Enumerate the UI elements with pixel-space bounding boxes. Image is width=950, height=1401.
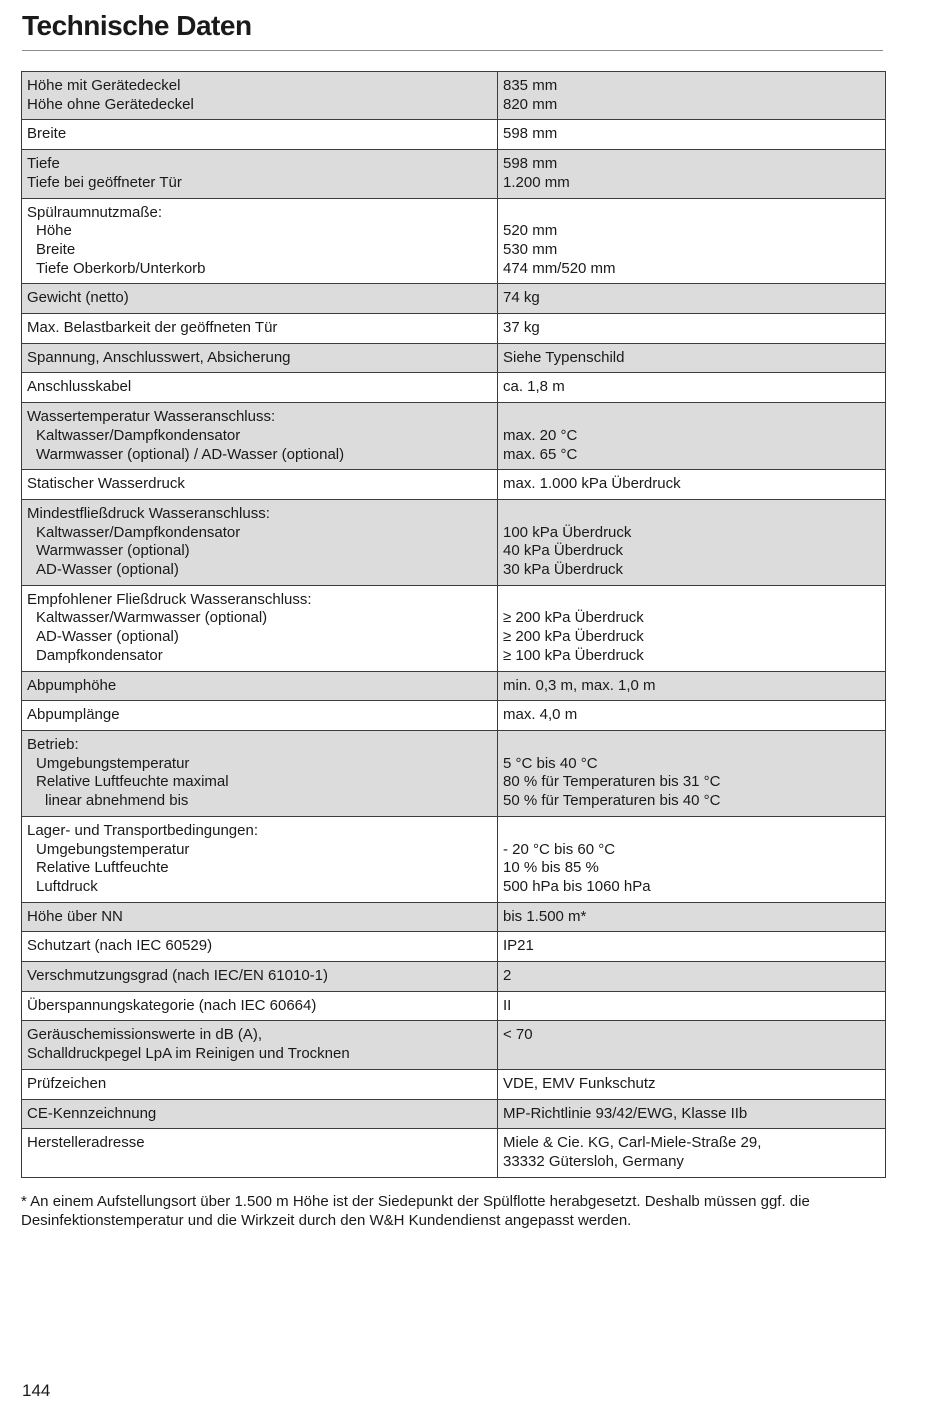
spec-label: Kaltwasser/Dampfkondensator [36, 523, 241, 541]
table-row [22, 343, 886, 373]
spec-value-cell [498, 932, 886, 962]
spec-label: Relative Luftfeuchte maximal [36, 773, 229, 791]
spec-value-cell [498, 343, 886, 373]
spec-label: Herstelleradresse [27, 1134, 145, 1152]
spec-value-cell [498, 671, 886, 701]
spec-label: Überspannungskategorie (nach IEC 60664) [27, 996, 317, 1014]
spec-label-cell [22, 991, 498, 1021]
spec-value: max. 4,0 m [503, 706, 578, 724]
table-row [22, 499, 886, 585]
spec-label: Abpumphöhe [27, 676, 117, 694]
spec-value: ≥ 200 kPa Überdruck [503, 628, 644, 646]
table-row [22, 284, 886, 314]
spec-value: II [503, 996, 512, 1014]
spec-value: 40 kPa Überdruck [503, 542, 624, 560]
spec-value: VDE, EMV Funkschutz [503, 1074, 656, 1092]
spec-value: ≥ 100 kPa Überdruck [503, 646, 644, 664]
spec-value: max. 65 °C [503, 445, 578, 463]
spec-label: Umgebungstemperatur [36, 754, 190, 772]
spec-label: AD-Wasser (optional) [36, 561, 179, 579]
spec-value: 2 [503, 967, 512, 985]
spec-value-cell [498, 120, 886, 150]
spec-value-cell [498, 198, 886, 284]
spec-value-cell [498, 730, 886, 816]
spec-label-cell [22, 343, 498, 373]
table-row [22, 120, 886, 150]
page-title: Technische Daten [22, 10, 252, 41]
spec-value [503, 736, 879, 755]
table-row [22, 1129, 886, 1177]
spec-value: Siehe Typenschild [503, 348, 625, 366]
spec-value: 33332 Gütersloh, Germany [503, 1152, 684, 1170]
spec-label: Breite [36, 240, 76, 258]
spec-value-cell [498, 991, 886, 1021]
spec-label-cell [22, 1129, 498, 1177]
spec-label: linear abnehmend bis [45, 792, 189, 810]
spec-value-cell [498, 403, 886, 470]
spec-value: max. 20 °C [503, 426, 578, 444]
spec-value: 50 % für Temperaturen bis 40 °C [503, 792, 721, 810]
spec-value: Miele & Cie. KG, Carl-Miele-Straße 29, [503, 1134, 762, 1152]
spec-label: Höhe über NN [27, 907, 123, 925]
spec-label-cell [22, 72, 498, 120]
spec-value-cell [498, 150, 886, 198]
spec-label-cell [22, 373, 498, 403]
spec-label: Warmwasser (optional) [36, 542, 190, 560]
spec-label: Empfohlener Fließdruck Wasseranschluss: [27, 590, 312, 608]
spec-value-cell [498, 72, 886, 120]
spec-label-cell [22, 403, 498, 470]
spec-value: 74 kg [503, 289, 540, 307]
spec-value-cell [498, 701, 886, 731]
table-row [22, 730, 886, 816]
spec-label-cell [22, 1099, 498, 1129]
technical-data-table [21, 71, 886, 1178]
technical-data-table-body [22, 72, 886, 1178]
spec-label: Wassertemperatur Wasseranschluss: [27, 408, 276, 426]
spec-value: MP-Richtlinie 93/42/EWG, Klasse IIb [503, 1104, 748, 1122]
spec-value-cell [498, 1129, 886, 1177]
spec-label-cell [22, 585, 498, 671]
spec-value-cell [498, 585, 886, 671]
spec-label-cell [22, 671, 498, 701]
spec-value-cell [498, 314, 886, 344]
spec-value-cell [498, 1069, 886, 1099]
footnote: * An einem Aufstellungsort über 1.500 m Höhe ist der Siedepunkt der Spülflotte herabgesetzt. Deshalb müssen ggf. die Desinfektionstemperatur und die Wirkzeit durch den W&H Kundendienst angepasst werden. [21, 1193, 810, 1229]
spec-value: 37 kg [503, 319, 540, 337]
spec-label-cell [22, 150, 498, 198]
spec-label: Luftdruck [36, 877, 98, 895]
spec-label: Kaltwasser/Warmwasser (optional) [36, 609, 268, 627]
spec-value: 530 mm [503, 240, 558, 258]
spec-label-cell [22, 962, 498, 992]
table-row [22, 198, 886, 284]
spec-value: 598 mm [503, 155, 558, 173]
spec-label: Schalldruckpegel LpA im Reinigen und Trocknen [27, 1045, 350, 1063]
spec-value [503, 408, 879, 427]
spec-label-cell [22, 120, 498, 150]
spec-label: Lager- und Transportbedingungen: [27, 821, 259, 839]
spec-label: Max. Belastbarkeit der geöffneten Tür [27, 319, 278, 337]
spec-value-cell [498, 816, 886, 902]
table-row [22, 1021, 886, 1069]
spec-value: max. 1.000 kPa Überdruck [503, 475, 681, 493]
spec-label-cell [22, 470, 498, 500]
spec-label-cell [22, 499, 498, 585]
spec-value: min. 0,3 m, max. 1,0 m [503, 676, 656, 694]
spec-value-cell [498, 284, 886, 314]
spec-value-cell [498, 373, 886, 403]
spec-label: Breite [27, 125, 67, 143]
spec-label: Schutzart (nach IEC 60529) [27, 937, 213, 955]
spec-label-cell [22, 816, 498, 902]
spec-label: Mindestfließdruck Wasseranschluss: [27, 504, 270, 522]
spec-value: bis 1.500 m* [503, 907, 587, 925]
table-row [22, 150, 886, 198]
spec-label-cell [22, 902, 498, 932]
table-row [22, 902, 886, 932]
spec-value-cell [498, 499, 886, 585]
spec-value: 520 mm [503, 222, 558, 240]
spec-label-cell [22, 314, 498, 344]
table-row [22, 314, 886, 344]
spec-label: Höhe ohne Gerätedeckel [27, 95, 194, 113]
spec-label-cell [22, 701, 498, 731]
spec-value: 100 kPa Überdruck [503, 523, 632, 541]
spec-label: Höhe mit Gerätedeckel [27, 77, 181, 94]
spec-label: Relative Luftfeuchte [36, 859, 169, 877]
spec-label-cell [22, 932, 498, 962]
spec-label: AD-Wasser (optional) [36, 628, 179, 646]
spec-value: 835 mm [503, 77, 558, 94]
spec-label: Umgebungstemperatur [36, 840, 190, 858]
spec-value: 474 mm/520 mm [503, 259, 616, 277]
spec-label: Anschlusskabel [27, 378, 132, 396]
spec-value-cell [498, 1099, 886, 1129]
spec-label: Tiefe [27, 155, 60, 173]
table-row [22, 991, 886, 1021]
table-row [22, 1099, 886, 1129]
spec-label-cell [22, 1021, 498, 1069]
table-row [22, 962, 886, 992]
spec-label-cell [22, 198, 498, 284]
spec-label: Spannung, Anschlusswert, Absicherung [27, 348, 291, 366]
table-row [22, 403, 886, 470]
table-row [22, 470, 886, 500]
spec-label: Verschmutzungsgrad (nach IEC/EN 61010-1) [27, 967, 328, 985]
spec-value: 500 hPa bis 1060 hPa [503, 877, 651, 895]
spec-label: Dampfkondensator [36, 646, 163, 664]
spec-value: ca. 1,8 m [503, 378, 565, 396]
table-row [22, 932, 886, 962]
spec-label: CE-Kennzeichnung [27, 1104, 157, 1122]
table-row [22, 671, 886, 701]
spec-label: Statischer Wasserdruck [27, 475, 185, 493]
spec-value-cell [498, 1021, 886, 1069]
spec-value: 1.200 mm [503, 173, 570, 191]
spec-value: 10 % bis 85 % [503, 859, 599, 877]
table-row [22, 72, 886, 120]
spec-value: 5 °C bis 40 °C [503, 754, 598, 772]
title-divider [22, 50, 883, 51]
spec-label: Geräuschemissionswerte in dB (A), [27, 1026, 263, 1044]
spec-value: - 20 °C bis 60 °C [503, 840, 616, 858]
spec-label: Gewicht (netto) [27, 289, 129, 307]
spec-label: Abpumplänge [27, 706, 120, 724]
table-row [22, 1069, 886, 1099]
spec-label: Kaltwasser/Dampfkondensator [36, 426, 241, 444]
spec-label: Höhe [36, 222, 72, 240]
spec-value-cell [498, 902, 886, 932]
spec-label: Tiefe bei geöffneter Tür [27, 173, 182, 191]
spec-value-cell [498, 470, 886, 500]
spec-value: 598 mm [503, 125, 558, 143]
spec-value: IP21 [503, 937, 534, 955]
table-row [22, 816, 886, 902]
spec-value [503, 822, 879, 841]
spec-label: Tiefe Oberkorb/Unterkorb [36, 259, 206, 277]
table-row [22, 373, 886, 403]
spec-label-cell [22, 730, 498, 816]
spec-label: Warmwasser (optional) / AD-Wasser (optional) [36, 445, 345, 463]
page-number: 144 [22, 1381, 51, 1400]
spec-value [503, 204, 879, 223]
spec-value: 820 mm [503, 95, 558, 113]
spec-label: Prüfzeichen [27, 1074, 107, 1092]
spec-label: Betrieb: [27, 735, 79, 753]
spec-label: Spülraumnutzmaße: [27, 203, 163, 221]
spec-value: < 70 [503, 1026, 533, 1044]
table-row [22, 585, 886, 671]
table-row [22, 701, 886, 731]
spec-value: 80 % für Temperaturen bis 31 °C [503, 773, 721, 791]
spec-value [503, 591, 879, 610]
spec-value [503, 505, 879, 524]
spec-label-cell [22, 1069, 498, 1099]
spec-value: ≥ 200 kPa Überdruck [503, 609, 644, 627]
spec-label-cell [22, 284, 498, 314]
spec-value-cell [498, 962, 886, 992]
spec-value: 30 kPa Überdruck [503, 561, 624, 579]
